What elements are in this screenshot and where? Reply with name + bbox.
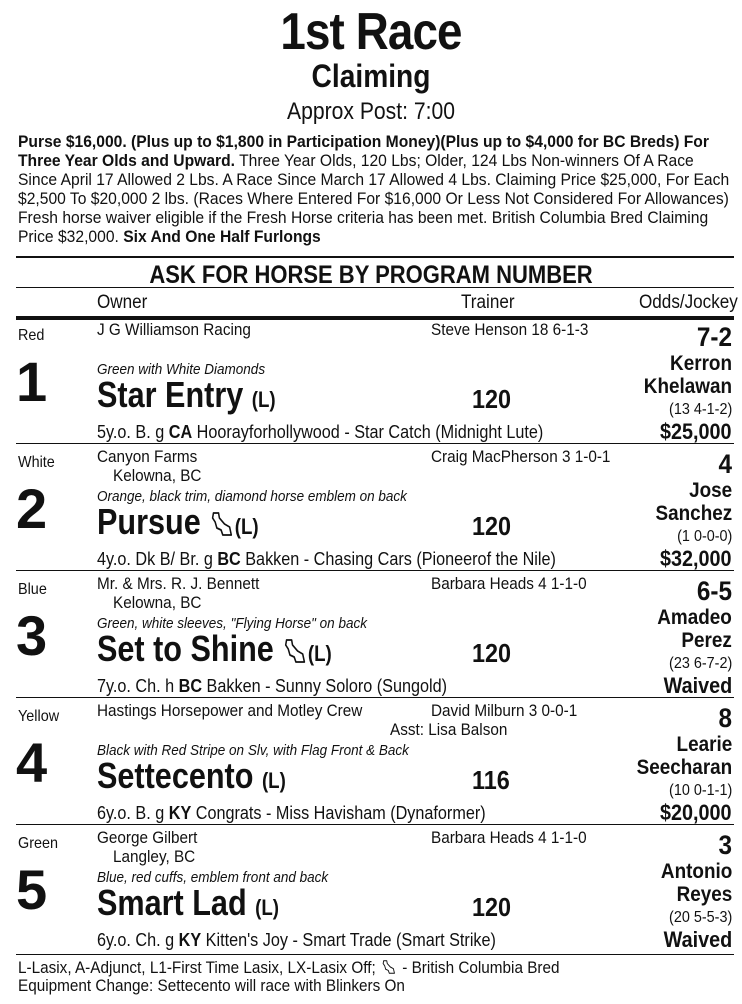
sire-dam: Hoorayforhollywood - Star Catch (Midnight Lute): [192, 422, 544, 442]
foaling-state: KY: [178, 930, 202, 950]
entry-row: [0, 699, 742, 826]
owner-location: Kelowna, BC: [113, 593, 202, 612]
legend-bc-text: - British Columbia Bred: [402, 958, 560, 977]
bc-map-icon: [382, 959, 396, 975]
conditions-distance: Six And One Half Furlongs: [123, 227, 321, 246]
jockey-first: Antonio: [660, 860, 732, 883]
weight: 120: [472, 638, 512, 668]
program-number: 2: [16, 477, 48, 540]
bc-map-icon: [284, 637, 306, 665]
foaling-state: BC: [178, 676, 203, 696]
jockey-last: Reyes: [676, 883, 732, 906]
horse-name-block: [97, 374, 276, 416]
trainer: Craig MacPherson 3 1-0-1: [431, 447, 611, 466]
jockey-record: (10 0-1-1): [668, 782, 732, 799]
post-time: Approx Post: 7:00: [287, 98, 455, 125]
entry-divider: [16, 697, 734, 698]
weight: 120: [472, 892, 512, 922]
claiming-price: $20,000: [660, 800, 732, 825]
saddle-cloth-color: Blue: [18, 581, 47, 598]
jockey-record: (13 4-1-2): [668, 401, 732, 418]
owner-name: George Gilbert: [97, 828, 198, 847]
horse-name: Pursue: [97, 501, 201, 542]
program-number: 4: [16, 731, 48, 794]
sire-dam: Congrats - Miss Havisham (Dynaformer): [191, 803, 486, 823]
morning-line-odds: 8: [718, 703, 732, 733]
owner-name: J G Williamson Racing: [97, 320, 251, 339]
claiming-price: $25,000: [660, 419, 732, 444]
jockey-last: Seecharan: [636, 756, 732, 779]
horse-name: Set to Shine: [97, 628, 274, 669]
medication: (L): [234, 514, 259, 539]
sire-dam: Kitten's Joy - Smart Trade (Smart Strike): [201, 930, 496, 950]
silks-description: Green with White Diamonds: [97, 361, 266, 378]
claiming-price: Waived: [663, 673, 732, 698]
silks-description: Black with Red Stripe on Slv, with Flag Front & Back: [97, 742, 409, 759]
horse-name: Settecento: [97, 755, 254, 796]
jockey-last: Sanchez: [655, 502, 732, 525]
pedigree: [97, 930, 496, 951]
jockey-first: Kerron: [670, 352, 732, 375]
morning-line-odds: 7-2: [696, 322, 732, 352]
trainer: Barbara Heads 4 1-1-0: [431, 574, 587, 593]
entry-row: [0, 572, 742, 699]
conditions-lead: Purse $16,000. (Plus up to $1,800 in Participation Money)(Plus up to $4,000 for BC Breds) For Three Year Olds and Upward.: [18, 132, 709, 170]
saddle-cloth-color: Green: [18, 835, 59, 852]
jockey-record: (23 6-7-2): [668, 655, 732, 672]
entry-divider: [16, 443, 734, 444]
owner-location: Langley, BC: [113, 847, 196, 866]
foaling-state: CA: [168, 422, 193, 442]
program-number: 5: [16, 858, 48, 921]
pedigree: [97, 803, 486, 824]
saddle-cloth-color: Yellow: [18, 708, 60, 725]
horse-name: Smart Lad: [97, 882, 247, 923]
jockey-name: [655, 479, 732, 525]
program-number: 1: [16, 350, 48, 413]
morning-line-odds: 6-5: [696, 576, 732, 606]
saddle-cloth-color: Red: [18, 327, 45, 344]
age-sex: 5y.o. B. g: [97, 422, 169, 442]
race-conditions: [18, 132, 734, 246]
assistant-trainer: Asst: Lisa Balson: [390, 720, 508, 739]
jockey-last: Khelawan: [643, 375, 732, 398]
sire-dam: Bakken - Sunny Soloro (Sungold): [202, 676, 447, 696]
horse-name-block: [97, 628, 332, 670]
medication: (L): [261, 768, 286, 793]
header-owner: Owner: [97, 292, 148, 313]
weight: 120: [472, 511, 512, 541]
pedigree: [97, 422, 543, 443]
age-sex: 6y.o. Ch. g: [97, 930, 179, 950]
divider: [16, 287, 734, 288]
entry-row: [0, 445, 742, 572]
claiming-price: $32,000: [660, 546, 732, 571]
jockey-name: [644, 352, 732, 398]
entry-row: [0, 826, 742, 953]
morning-line-odds: 3: [718, 830, 732, 860]
age-sex: 7y.o. Ch. h: [97, 676, 179, 696]
equipment-change: Equipment Change: Settecento will race with Blinkers On: [18, 976, 405, 995]
medication: (L): [255, 895, 280, 920]
jockey-record: (20 5-5-3): [668, 909, 732, 926]
header-odds-jockey: Odds/Jockey: [639, 292, 738, 313]
medication: (L): [307, 641, 332, 666]
pedigree: [97, 549, 556, 570]
claiming-price: Waived: [663, 927, 732, 952]
jockey-name: [657, 606, 732, 652]
divider: [16, 256, 734, 258]
race-type: Claiming: [311, 58, 431, 94]
trainer: Steve Henson 18 6-1-3: [431, 320, 589, 339]
jockey-record: (1 0-0-0): [676, 528, 732, 545]
sire-dam: Bakken - Chasing Cars (Pioneerof the Nile): [240, 549, 556, 569]
bc-map-icon: [211, 510, 233, 538]
pedigree: [97, 676, 447, 697]
horse-name-block: [97, 882, 279, 924]
jockey-last: Perez: [681, 629, 732, 652]
foaling-state: BC: [217, 549, 241, 569]
header-trainer: Trainer: [461, 292, 515, 313]
conditions-body: Three Year Olds, 120 Lbs; Older, 124 Lbs Non-winners Of A Race Since April 17 Allowed 2 Lbs. A Race Since March 17 Allowed 4 Lbs. Claiming Price $25,000, For Each $2,500 To $20,000 2 lbs. (Races Where Entered For $16,000 Or Less Not Considered For Allowances) Fresh horse waiver eligible if the Fresh Horse criteria has been met. British Columbia Bred Claiming Price $32,000.: [18, 151, 730, 246]
medication: (L): [251, 387, 276, 412]
footer-legend: [18, 958, 560, 978]
trainer: Barbara Heads 4 1-1-0: [431, 828, 587, 847]
weight: 120: [472, 384, 512, 414]
jockey-name: [661, 860, 732, 906]
owner-name: Mr. & Mrs. R. J. Bennett: [97, 574, 260, 593]
foaling-state: KY: [168, 803, 192, 823]
owner-name: Hastings Horsepower and Motley Crew: [97, 701, 363, 720]
owner-location: Kelowna, BC: [113, 466, 202, 485]
jockey-name: [636, 733, 732, 779]
program-number: 3: [16, 604, 48, 667]
entry-divider: [16, 570, 734, 571]
horse-name-block: [97, 755, 286, 797]
silks-description: Blue, red cuffs, emblem front and back: [97, 869, 329, 886]
horse-name: Star Entry: [97, 374, 244, 415]
silks-description: Green, white sleeves, "Flying Horse" on back: [97, 615, 367, 632]
age-sex: 6y.o. B. g: [97, 803, 169, 823]
trainer: David Milburn 3 0-0-1: [431, 701, 578, 720]
weight: 116: [472, 765, 510, 795]
entry-divider: [16, 824, 734, 825]
jockey-first: Learie: [676, 733, 732, 756]
divider: [16, 954, 734, 955]
race-title: 1st Race: [280, 3, 462, 61]
saddle-cloth-color: White: [18, 454, 55, 471]
morning-line-odds: 4: [718, 449, 732, 479]
jockey-first: Jose: [688, 479, 732, 502]
ask-banner: ASK FOR HORSE BY PROGRAM NUMBER: [149, 261, 593, 289]
owner-name: Canyon Farms: [97, 447, 198, 466]
silks-description: Orange, black trim, diamond horse emblem on back: [97, 488, 407, 505]
horse-name-block: [97, 501, 259, 543]
entry-row: [0, 318, 742, 445]
legend-text: L-Lasix, A-Adjunct, L1-First Time Lasix, LX-Lasix Off;: [18, 958, 376, 977]
jockey-first: Amadeo: [657, 606, 732, 629]
age-sex: 4y.o. Dk B/ Br. g: [97, 549, 218, 569]
